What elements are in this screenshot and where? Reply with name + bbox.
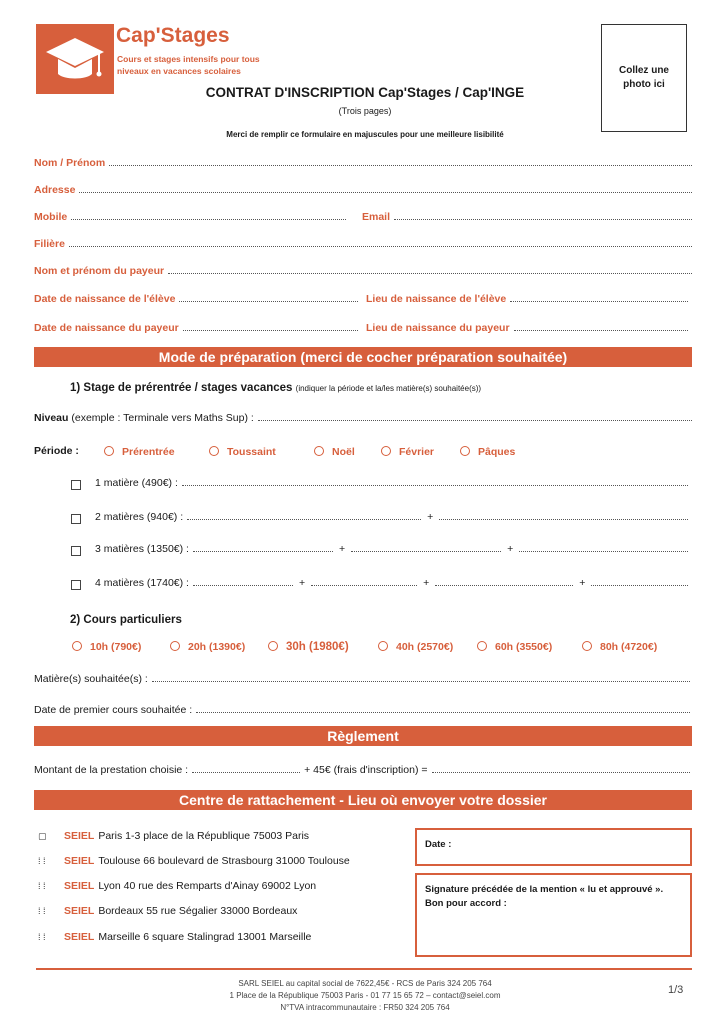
- matiere-3-input-a[interactable]: [193, 543, 333, 552]
- matiere-4-label: 4 matières (1740€) :: [95, 577, 189, 589]
- page-title: CONTRAT D'INSCRIPTION Cap'Stages / Cap'INGE: [205, 85, 525, 100]
- graduation-cap-icon: [44, 32, 106, 88]
- montant-input[interactable]: [192, 764, 300, 773]
- periode-option-fevrier[interactable]: Février: [381, 446, 434, 458]
- address-field[interactable]: [34, 184, 692, 196]
- periode-option-paques[interactable]: Pâques: [460, 446, 515, 458]
- photo-placeholder[interactable]: [601, 24, 687, 132]
- periode-option-noel[interactable]: Noël: [314, 446, 355, 458]
- date-box[interactable]: [415, 828, 692, 866]
- section-banner-mode: Mode de préparation (merci de cocher préparation souhaitée): [34, 347, 692, 367]
- matiere-2-label: 2 matières (940€) :: [95, 511, 184, 523]
- date-label: Date :: [425, 839, 452, 850]
- stage-hint: (indiquer la période et la/les matière(s) souhaitée(s)): [295, 384, 482, 393]
- cours-section-title: 2) Cours particuliers: [70, 614, 182, 626]
- niveau-field[interactable]: [34, 412, 692, 424]
- checkbox-icon[interactable]: ⁞ ⁞: [38, 906, 46, 916]
- centre-option-lyon[interactable]: [38, 880, 316, 892]
- centre-address: Bordeaux 55 rue Ségalier 33000 Bordeaux: [98, 905, 298, 917]
- periode-label: Période :: [34, 445, 79, 457]
- cours-option-40h[interactable]: 40h (2570€): [378, 641, 453, 653]
- matieres-souhaitees-input[interactable]: [152, 673, 690, 682]
- premier-cours-label: Date de premier cours souhaitée :: [34, 704, 193, 716]
- student-birthplace-label: Lieu de naissance de l'élève: [366, 293, 507, 305]
- payer-birthplace-field[interactable]: [366, 322, 688, 334]
- radio-icon[interactable]: [72, 641, 82, 651]
- footer-line-3: N°TVA intracommunautaire : FR50 324 205 764: [280, 1003, 450, 1012]
- matiere-2-field[interactable]: [95, 511, 688, 523]
- total-input[interactable]: [432, 764, 691, 773]
- page-subtitle: (Trois pages): [338, 106, 392, 116]
- signature-box[interactable]: [415, 873, 692, 957]
- seiel-label: SEIEL: [64, 855, 95, 867]
- checkbox-icon[interactable]: ▢: [38, 831, 47, 841]
- centre-option-bordeaux[interactable]: [38, 905, 297, 917]
- logo: [36, 24, 114, 94]
- radio-icon[interactable]: [582, 641, 592, 651]
- payer-name-label: Nom et prénom du payeur: [34, 265, 165, 277]
- fill-instructions: Merci de remplir ce formulaire en majuscules pour une meilleure lisibilité: [226, 130, 504, 139]
- plus-sign: +: [338, 543, 346, 555]
- brand-tagline: Cours et stages intensifs pour tous niveaux en vacances scolaires: [117, 54, 260, 76]
- centre-option-paris[interactable]: [38, 830, 309, 842]
- matiere-2-checkbox[interactable]: [71, 514, 81, 524]
- student-dob-label: Date de naissance de l'élève: [34, 293, 176, 305]
- payer-name-input[interactable]: [168, 265, 692, 274]
- address-input[interactable]: [79, 184, 692, 193]
- matiere-4-checkbox[interactable]: [71, 580, 81, 590]
- cours-option-60h[interactable]: 60h (3550€): [477, 641, 552, 653]
- signature-label: Signature précédée de la mention « lu et approuvé ». Bon pour accord :: [425, 884, 664, 909]
- payer-dob-input[interactable]: [183, 322, 358, 331]
- name-label: Nom / Prénom: [34, 157, 106, 169]
- matiere-2-input-a[interactable]: [187, 511, 421, 520]
- footer-line-1: SARL SEIEL au capital social de 7622,45€ - RCS de Paris 324 205 764: [238, 979, 492, 988]
- student-dob-field[interactable]: [34, 293, 358, 305]
- mobile-label: Mobile: [34, 211, 68, 223]
- radio-icon[interactable]: [477, 641, 487, 651]
- matiere-4-input-c[interactable]: [435, 577, 573, 586]
- checkbox-icon[interactable]: ⁞ ⁞: [38, 932, 46, 942]
- footer-divider: [36, 968, 692, 970]
- radio-icon[interactable]: [268, 641, 278, 651]
- seiel-label: SEIEL: [64, 905, 95, 917]
- radio-icon[interactable]: [170, 641, 180, 651]
- seiel-label: SEIEL: [64, 880, 95, 892]
- matiere-3-input-b[interactable]: [351, 543, 501, 552]
- cours-option-20h[interactable]: 20h (1390€): [170, 641, 245, 653]
- centre-option-marseille[interactable]: [38, 931, 311, 943]
- centre-address: Lyon 40 rue des Remparts d'Ainay 69002 Lyon: [98, 880, 317, 892]
- montant-field[interactable]: [34, 764, 690, 776]
- radio-icon[interactable]: [104, 446, 114, 456]
- centre-address: Paris 1-3 place de la République 75003 Paris: [98, 830, 310, 842]
- stage-section-title: [70, 382, 481, 394]
- matiere-1-field[interactable]: [95, 477, 688, 489]
- radio-icon[interactable]: [460, 446, 470, 456]
- plus-sign: +: [298, 577, 306, 589]
- checkbox-icon[interactable]: ⁞ ⁞: [38, 881, 46, 891]
- premier-cours-input[interactable]: [196, 704, 690, 713]
- page-number: 1/3: [668, 984, 684, 996]
- radio-icon[interactable]: [314, 446, 324, 456]
- matiere-3-label: 3 matières (1350€) :: [95, 543, 189, 555]
- student-birthplace-input[interactable]: [510, 293, 688, 302]
- name-input[interactable]: [109, 157, 692, 166]
- seiel-label: SEIEL: [64, 931, 95, 943]
- niveau-label: Niveau (exemple : Terminale vers Maths Sup) :: [34, 412, 254, 424]
- student-birthplace-field[interactable]: [366, 293, 688, 305]
- filiere-label: Filière: [34, 238, 65, 250]
- mobile-field[interactable]: [34, 211, 346, 223]
- checkbox-icon[interactable]: ⁞ ⁞: [38, 856, 46, 866]
- photo-placeholder-label: Collez une photo ici: [618, 65, 669, 90]
- centre-address: Toulouse 66 boulevard de Strasbourg 31000 Toulouse: [98, 855, 350, 867]
- matiere-4-input-b[interactable]: [311, 577, 417, 586]
- mobile-input[interactable]: [71, 211, 346, 220]
- section-banner-reglement: Règlement: [34, 726, 692, 746]
- periode-option-toussaint[interactable]: Toussaint: [209, 446, 276, 458]
- payer-dob-label: Date de naissance du payeur: [34, 322, 179, 334]
- matiere-1-label: 1 matière (490€) :: [95, 477, 178, 489]
- filiere-input[interactable]: [69, 238, 692, 247]
- address-label: Adresse: [34, 184, 76, 196]
- email-field[interactable]: [362, 211, 692, 223]
- plus-sign: +: [579, 577, 586, 589]
- premier-cours-field[interactable]: [34, 704, 690, 716]
- frais-label: + 45€ (frais d'inscription) =: [304, 764, 428, 776]
- matiere-4-field[interactable]: [95, 577, 688, 589]
- student-dob-input[interactable]: [179, 293, 358, 302]
- footer-line-2: 1 Place de la République 75003 Paris - 01 77 15 65 72 – contact@seiel.com: [229, 991, 501, 1000]
- montant-label: Montant de la prestation choisie :: [34, 764, 189, 776]
- matiere-3-input-c[interactable]: [519, 543, 688, 552]
- cours-option-30h[interactable]: 30h (1980€): [268, 641, 349, 653]
- brand-name: Cap'Stages: [116, 24, 230, 47]
- seiel-label: SEIEL: [64, 830, 95, 842]
- plus-sign: +: [507, 543, 514, 555]
- footer-legal: [120, 978, 610, 1014]
- payer-dob-field[interactable]: [34, 322, 358, 334]
- email-input[interactable]: [394, 211, 692, 220]
- payer-name-field[interactable]: [34, 265, 692, 277]
- cours-option-10h[interactable]: 10h (790€): [72, 641, 141, 653]
- matieres-souhaitees-field[interactable]: [34, 673, 690, 685]
- radio-icon[interactable]: [381, 446, 391, 456]
- matiere-1-checkbox[interactable]: [71, 480, 81, 490]
- radio-icon[interactable]: [378, 641, 388, 651]
- cours-option-80h[interactable]: 80h (4720€): [582, 641, 657, 653]
- matiere-3-checkbox[interactable]: [71, 546, 81, 556]
- radio-icon[interactable]: [209, 446, 219, 456]
- matiere-4-input-d[interactable]: [591, 577, 688, 586]
- matiere-3-field[interactable]: [95, 543, 688, 555]
- payer-birthplace-input[interactable]: [514, 322, 688, 331]
- matiere-4-input-a[interactable]: [193, 577, 293, 586]
- payer-birthplace-label: Lieu de naissance du payeur: [366, 322, 510, 334]
- centre-option-toulouse[interactable]: [38, 855, 350, 867]
- matiere-2-input-b[interactable]: [439, 511, 688, 520]
- plus-sign: +: [427, 511, 434, 523]
- matieres-souhaitees-label: Matière(s) souhaitée(s) :: [34, 673, 148, 685]
- periode-option-prerentree[interactable]: Prérentrée: [104, 446, 175, 458]
- email-label: Email: [362, 211, 391, 223]
- matiere-1-input[interactable]: [182, 477, 688, 486]
- section-banner-centre: Centre de rattachement - Lieu où envoyer votre dossier: [34, 790, 692, 810]
- filiere-field[interactable]: [34, 238, 692, 250]
- plus-sign: +: [423, 577, 430, 589]
- name-field[interactable]: [34, 157, 692, 169]
- stage-title: 1) Stage de prérentrée / stages vacances: [70, 382, 293, 394]
- centre-address: Marseille 6 square Stalingrad 13001 Marseille: [98, 931, 312, 943]
- niveau-input[interactable]: [258, 412, 692, 421]
